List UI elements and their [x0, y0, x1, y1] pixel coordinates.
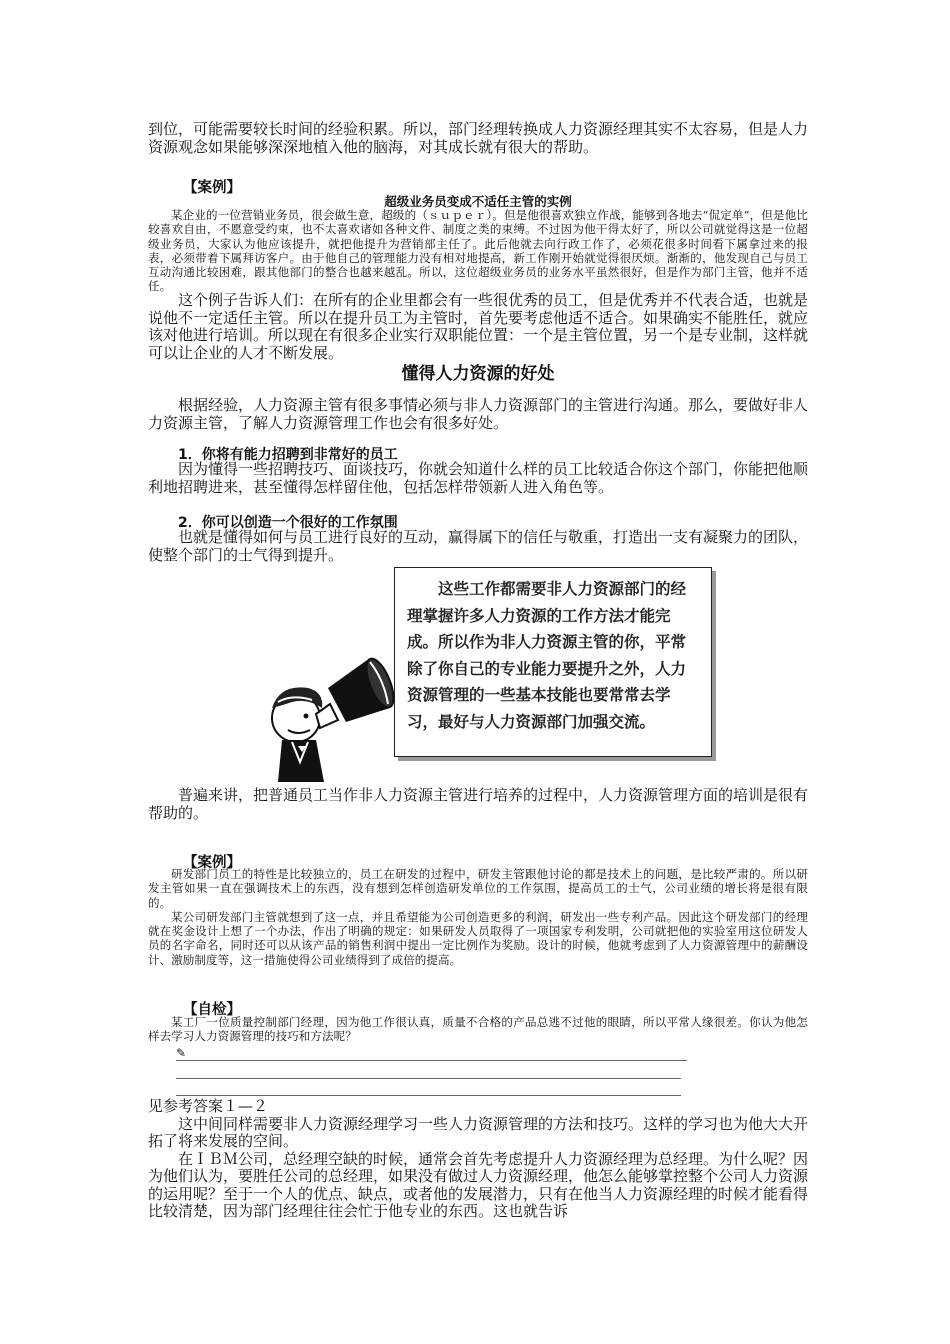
answer-line-3[interactable] [176, 1095, 681, 1096]
lesson-block [148, 292, 808, 362]
answer-line-2[interactable] [176, 1078, 681, 1079]
case2-label: 【案例】 [183, 855, 241, 871]
case2-p2: 某公司研发部门主管就想到了这一点，并且希望能为公司创造更多的利润，研发出一些专利产品。因此这个研发部门的经理就在奖金设计上想了一个办法，作出了明确的规定：如果研发人员取得了一项国家专利发明，公司就把他的实验室用这位研发人员的名字命名，同时还可以从该产品的销售利润中提出一定比例作为奖励。设计的时候，他就考虑到了人力资源管理中的薪酬设计、激励制度等，这一措施使得公司业绩得到了成倍的提高。 [148, 909, 808, 967]
selfcheck-body: 某工厂一位质量控制部门经理，因为他工作很认真，质量不合格的产品总逃不过他的眼睛，所以平常人缘很差。你认为他怎样去学习人力资源管理的技巧和方法呢？ [148, 1015, 808, 1044]
intro-paragraph: 到位，可能需要较长时间的经验积累。所以，部门经理转换成人力资源经理其实不太容易，但是人力资源观念如果能够深深地植入他的脑海，对其成长就有很大的帮助。 [148, 120, 809, 156]
megaphone-man-illustration [258, 650, 408, 785]
case1-label: 【案例】 [183, 180, 241, 196]
closing-paragraph-1: 这中间同样需要非人力资源经理学习一些人力资源管理的方法和技巧。这样的学习也为他大大开拓了将来发展的空间。 [148, 1114, 809, 1150]
answer-reference: 见参考答案１—２ [148, 1097, 269, 1115]
lesson-paragraph: 这个例子告诉人们：在所有的企业里都会有一些很优秀的员工，但是优秀并不代表合适，也就是说他不一定适任主管。所以在提升员工为主管时，首先要考虑他适不适合。如果确实不能胜任，就应该对他进行培训。所以现在有很多企业实行双职能位置：一个是主管位置，另一个是专业制，这样就可以让企业的人才不断发展。 [148, 291, 809, 362]
section-intro-block [148, 397, 808, 432]
case2-p1: 研发部门员工的特性是比较独立的，员工在研发的过程中，研发主管跟他讨论的都是技术上的问题，是比较严肃的。所以研发主管如果一直在强调技术上的东西，没有想到怎样创造研发单位的工作氛围，提高员工的士气，公司业绩的增长将是很有限的。 [148, 867, 808, 910]
closing-block [148, 1098, 808, 1221]
selfcheck-label: 【自检】 [183, 1002, 241, 1018]
selfcheck-block [148, 1015, 808, 1044]
point1-body: 因为懂得一些招聘技巧、面谈技巧，你就会知道什么样的员工比较适合你这个部门，你能把他顺利地招聘进来，甚至懂得怎样留住他，包括怎样带领新人进入角色等。 [148, 460, 809, 496]
summary-paragraph: 普遍来讲，把普通员工当作非人力资源主管进行培养的过程中，人力资源管理方面的培训是很有帮助的。 [148, 786, 809, 822]
intro-block [148, 121, 808, 156]
point1-title: 1．你将有能力招聘到非常好的员工 [178, 447, 398, 463]
point2-block [148, 529, 808, 564]
case2-block [148, 867, 808, 967]
point2-title: 2．你可以创造一个很好的工作氛围 [178, 515, 398, 531]
answer-line-1[interactable] [176, 1060, 687, 1061]
callout-box [394, 567, 712, 757]
closing-paragraph-2: 在ＩＢＭ公司，总经理空缺的时候，通常会首先考虑提升人力资源经理为总经理。为什么呢？因为他们认为，要胜任公司的总经理，如果没有做过人力资源经理，他怎么能够掌控整个公司人力资源的运用呢？至于一个人的优点、缺点，或者他的发展潜力，只有在他当人力资源经理的时候才能看得比较清楚，因为部门经理往往会忙于他专业的东西。这也就告诉 [148, 1149, 809, 1220]
case1-title: 超级业务员变成不适任主管的实例 [384, 194, 572, 209]
pen-icon: ✎ [176, 1046, 187, 1060]
callout-text: 这些工作都需要非人力资源部门的经理掌握许多人力资源的工作方法才能完成。所以作为非人力资源主管的你，平常除了你自己的专业能力要提升之外，人力资源管理的一些基本技能也要常常去学习，最好与人力资源部门加强交流。 [407, 580, 687, 731]
point2-body: 也就是懂得如何与员工进行良好的互动，赢得属下的信任与敬重，打造出一支有凝聚力的团队，使整个部门的士气得到提升。 [148, 528, 809, 564]
case1-body: 某企业的一位营销业务员，很会做生意，超级的（ｓｕｐｅｒ）。但是他很喜欢独立作战，能够到各地去“侃定单”，但是他比较喜欢自由，不愿意受约束，也不太喜欢诸如各种文件、制度之类的束缚。不过因为他干得太好了，所以公司就觉得这是一位超级业务员，大家认为他应该提升，就把他提升为营销部主任了。此后他就去向行政工作了，必须花很多时间看下属拿过来的报表，必须带着下属拜访客户。由于他自己的管理能力没有相对地提高，新工作刚开始就觉得很厌烦。渐渐的，他发现自己与员工互动沟通比较困难，跟其他部门的整合也越来越乱。所以，这位超级业务员的业务水平虽然很好，但是作为部门主管，他并不适任。 [148, 208, 808, 294]
section-intro: 根据经验，人力资源主管有很多事情必须与非人力资源部门的主管进行沟通。那么，要做好非人力资源主管，了解人力资源管理工作也会有很多好处。 [148, 396, 809, 432]
section-heading: 懂得人力资源的好处 [401, 364, 555, 384]
case1-block [148, 208, 808, 294]
summary-block [148, 787, 808, 822]
point1-block [148, 461, 808, 496]
